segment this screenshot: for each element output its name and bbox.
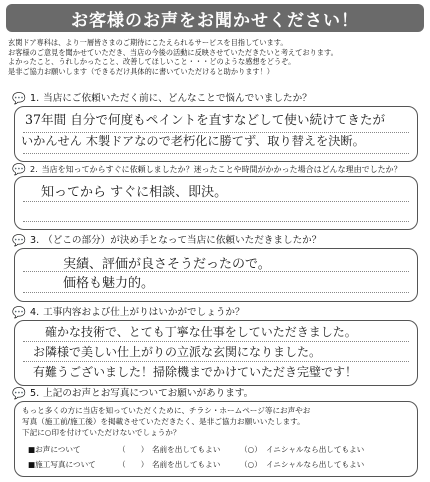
anon-checkbox[interactable]: （ ） [118, 445, 149, 454]
initial-checkbox[interactable]: （○） [240, 460, 262, 469]
intro-line: よかったこと、うれしかったこと、改善してほしいこと・・・どのような感想をどうぞ。 [8, 57, 296, 67]
consent-option-voice [28, 444, 364, 455]
question-number: 4. [30, 307, 40, 318]
handwritten-answer: 有難うございました！掃除機までかけていただき完璧です！ [33, 365, 358, 379]
ruled-line [23, 153, 409, 154]
initial-checkbox[interactable]: （○） [240, 445, 262, 454]
question-2 [8, 164, 402, 175]
page-title-text: お客様のお声をお聞かせください！ [71, 10, 359, 31]
speech-bubble-icon: 💬 [12, 234, 26, 247]
intro-text [8, 38, 424, 76]
initial-label: イニシャルなら出してもよい [266, 460, 365, 469]
initial-label: イニシャルなら出してもよい [266, 445, 365, 454]
question-number: 5. [30, 388, 40, 399]
answer-box-1 [14, 106, 418, 162]
speech-bubble-icon: 💬 [12, 92, 26, 105]
consent-option-photo [28, 459, 364, 470]
question-text: 工事内容および仕上がりはいかがでしょうか？ [43, 307, 245, 318]
handwritten-answer: 確かな技術で、とても丁寧な仕事をしていただきました。 [45, 325, 357, 339]
question-1 [8, 93, 312, 104]
intro-line: 玄関ドア専科は、より一層皆さまのご期待にこたえられるサービスを目指しています。 [8, 38, 288, 47]
speech-bubble-icon: 💬 [12, 163, 26, 176]
question-text: 上記のお声とお写真についてお願いがあります。 [43, 388, 254, 399]
ruled-line [23, 201, 409, 202]
question-4 [8, 307, 245, 318]
handwritten-answer: 価格も魅力的。 [63, 276, 155, 291]
speech-bubble-icon: 💬 [12, 387, 26, 400]
page-title [6, 4, 424, 32]
ruled-line [23, 221, 409, 222]
question-5 [8, 388, 253, 399]
anon-checkbox[interactable]: （ ） [118, 460, 149, 469]
answer-box-2 [14, 176, 418, 230]
question-number: 1. [30, 93, 40, 104]
ruled-line [23, 341, 409, 342]
question-3 [8, 235, 321, 246]
anon-label: 名前を出してもよい [152, 460, 221, 469]
handwritten-answer: 知ってから すぐに相談、即決。 [41, 185, 228, 200]
speech-bubble-icon: 💬 [12, 306, 26, 319]
handwritten-answer: お隣様で美しい仕上がりの立派な玄関になりました。 [33, 345, 322, 359]
request-line: 写真（施工前/施工後）を掲載させていただきたく、是非ご協力お願いいたします。 [22, 417, 305, 426]
request-line: 下記に○印を付けていただけないでしょうか？ [22, 428, 181, 437]
anon-label: 名前を出してもよい [152, 445, 221, 454]
question-number: 2. [30, 165, 38, 174]
intro-line: お客様のご意見を聞かせていただき、当店の今後の活動に反映させていただきたいと考えております。 [8, 47, 338, 57]
question-text: 当店にご依頼いただく前に、どんなことで悩んでいましたか？ [43, 93, 312, 104]
handwritten-answer: 37年間 自分で何度もペイントを直すなどして使い続けてきたが [25, 112, 386, 127]
answer-box-3 [14, 248, 418, 302]
ruled-line [23, 292, 409, 293]
answer-box-4 [14, 320, 418, 386]
request-line: もっと多くの方に当店を知っていただくために、チラシ・ホームページ等にお声やお [22, 406, 311, 415]
handwritten-answer: 実績、評価が良さそうだったので。 [63, 257, 271, 272]
question-number: 3. [30, 235, 40, 246]
question-text: （どこの部分）が決め手となって当店に依頼いただきましたか？ [43, 235, 322, 246]
handwritten-answer: いかんせん 木製ドアなので老朽化に勝てず、取り替えを決断。 [21, 134, 365, 148]
option-label: ■施工写真について [28, 460, 96, 469]
question-text: 当店を知ってからすぐに依頼しましたか？迷ったことや時間がかかった場合はどんな理由でしたか？ [41, 165, 402, 174]
intro-line: 是非ご協力お願いします（できるだけ具体的に書いていただけると助かります！） [8, 66, 274, 76]
option-label: ■お声について [28, 445, 81, 454]
ruled-line [23, 361, 409, 362]
